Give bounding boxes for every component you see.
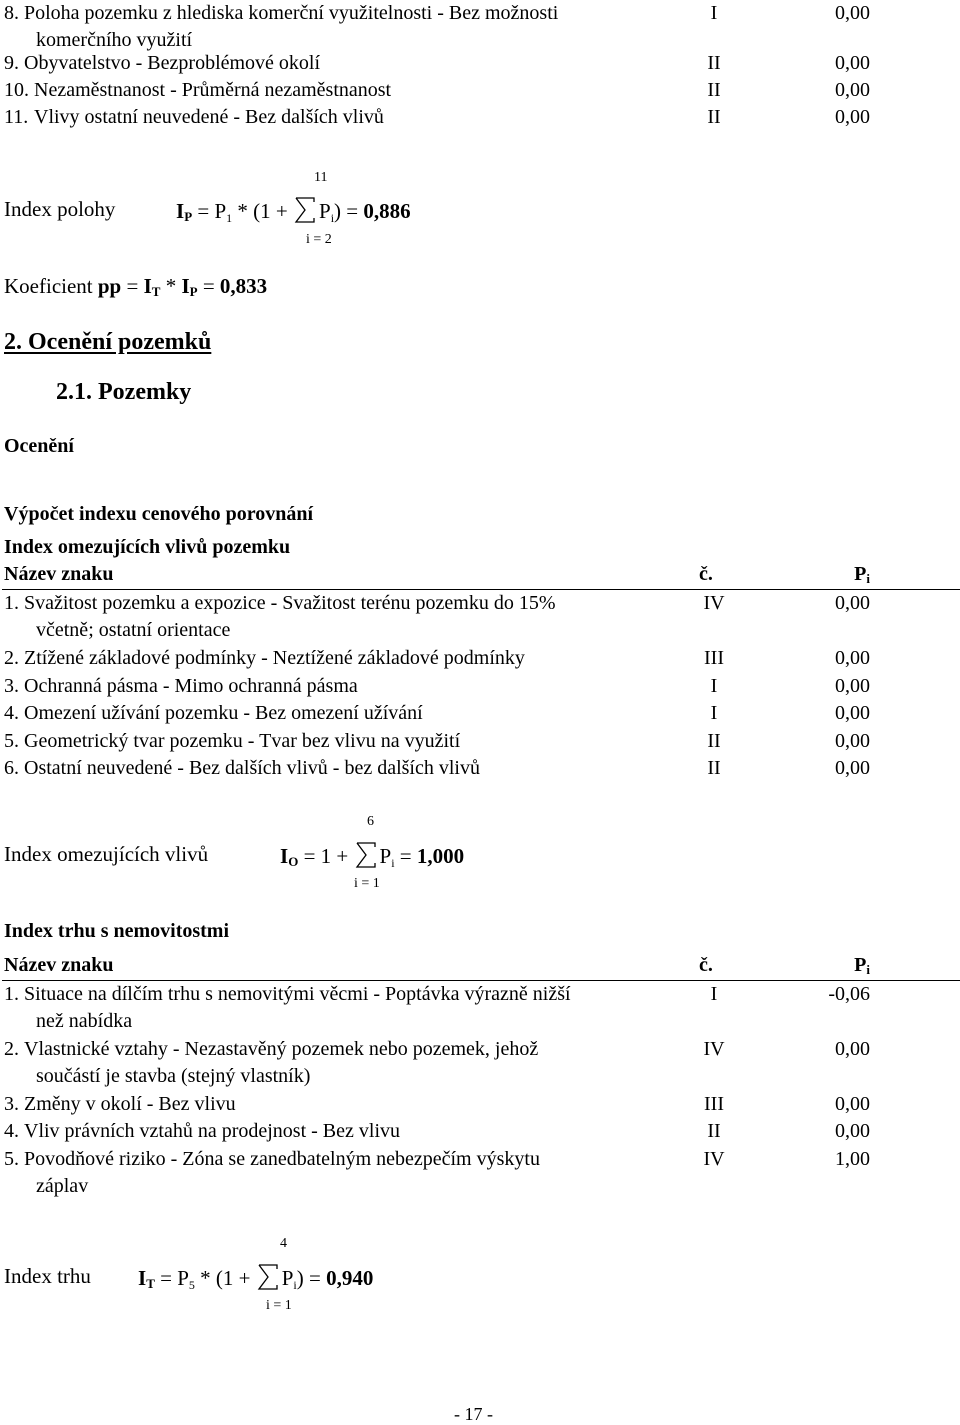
omezujici-formula-label: Index omezujících vlivů xyxy=(4,842,209,866)
header-p-sub: i xyxy=(866,571,870,586)
row-label: Vlivy ostatní neuvedené - Bez dalších vlivů xyxy=(34,106,384,128)
trh-row xyxy=(4,981,870,1032)
row-value: -0,06 xyxy=(828,983,870,1005)
formula-symbol-sub: T xyxy=(151,284,161,299)
formula-symbol-sub: T xyxy=(146,1276,155,1291)
section-title: 2. Ocenění pozemků xyxy=(4,329,212,355)
formula-result: 0,886 xyxy=(363,199,411,223)
formula-part: * xyxy=(160,274,182,298)
trh-title: Index trhu s nemovitostmi xyxy=(4,920,230,942)
row-value: 0,00 xyxy=(835,52,870,74)
row-number: 10. xyxy=(4,79,29,101)
row-number: 11. xyxy=(4,106,29,128)
omezujici-row xyxy=(4,755,870,782)
row-number: 1. xyxy=(4,592,19,614)
row-class: IV xyxy=(703,592,725,614)
header-name: Název znaku xyxy=(4,563,114,585)
formula-symbol-sub: P xyxy=(184,209,193,224)
row-value: 0,00 xyxy=(835,2,870,24)
row-value: 0,00 xyxy=(835,757,870,779)
formula-sub: 1 xyxy=(226,211,233,225)
row-label: Situace na dílčím trhu s nemovitými věcmi - Poptávka výrazně nižší xyxy=(24,983,571,1005)
row-label: Nezaměstnanost - Průměrná nezaměstnanost xyxy=(34,79,392,101)
formula-part: ) = xyxy=(334,199,364,223)
header-p-label: P xyxy=(854,563,867,585)
row-value: 0,00 xyxy=(835,647,870,669)
row-value: 0,00 xyxy=(835,675,870,697)
formula-part: * (1 + xyxy=(194,1266,256,1290)
formula-symbol: I xyxy=(181,274,190,298)
header-c: č. xyxy=(699,563,713,585)
formula-result: 1,000 xyxy=(416,844,465,868)
trh-row xyxy=(4,1036,870,1087)
row-number: 4. xyxy=(4,702,19,724)
row-class: II xyxy=(707,79,721,101)
header-name: Název znaku xyxy=(4,954,114,976)
formula-part: P xyxy=(281,1266,294,1290)
row-number: 9. xyxy=(4,52,19,74)
top-row-10 xyxy=(4,77,870,104)
row-label-continued: včetně; ostatní orientace xyxy=(36,619,231,641)
omezujici-header xyxy=(4,561,870,588)
trh-row xyxy=(4,1091,870,1118)
row-label: Svažitost pozemku a expozice - Svažitost terénu pozemku do 15% xyxy=(24,592,556,614)
row-label: Ochranná pásma - Mimo ochranná pásma xyxy=(24,675,358,697)
row-class: III xyxy=(704,647,724,669)
formula-part: = 1 + xyxy=(298,844,354,868)
row-number: 2. xyxy=(4,647,19,669)
formula-symbol-sub: P xyxy=(189,284,198,299)
row-value: 0,00 xyxy=(835,79,870,101)
row-label: Změny v okolí - Bez vlivu xyxy=(24,1093,236,1115)
omezujici-row xyxy=(4,673,870,700)
formula-part: = P xyxy=(154,1266,189,1290)
row-value: 0,00 xyxy=(835,1093,870,1115)
row-number: 3. xyxy=(4,675,19,697)
row-label: Ztížené základové podmínky - Neztížené základové podmínky xyxy=(24,647,525,669)
sigma-icon xyxy=(256,1263,282,1291)
row-label-continued: záplav xyxy=(36,1175,89,1197)
formula-sub: 5 xyxy=(188,1278,195,1292)
row-value: 0,00 xyxy=(835,1120,870,1142)
row-number: 1. xyxy=(4,983,19,1005)
row-class: I xyxy=(710,983,718,1005)
row-number: 3. xyxy=(4,1093,19,1115)
formula-result: 0,940 xyxy=(326,1266,374,1290)
formula-part: P xyxy=(379,844,392,868)
formula-part: ) = xyxy=(296,1266,327,1290)
row-label: Omezení užívání pozemku - Bez omezení užívání xyxy=(24,702,423,724)
row-label: Povodňové riziko - Zóna se zanedbatelným nebezpečím výskytu xyxy=(24,1148,540,1170)
row-number: 5. xyxy=(4,1148,19,1170)
formula-sub: i xyxy=(293,1278,297,1292)
row-value: 0,00 xyxy=(835,730,870,752)
omezujici-row xyxy=(4,728,870,755)
koeficient-line xyxy=(4,273,267,305)
row-number: 4. xyxy=(4,1120,19,1142)
row-number: 8. xyxy=(4,2,19,24)
sum-lower-limit: i = 1 xyxy=(266,1298,292,1313)
formula-part: = P xyxy=(192,199,227,223)
trh-row xyxy=(4,1118,870,1145)
formula-symbol: I xyxy=(176,199,185,223)
row-class: I xyxy=(710,2,718,24)
row-label: Ostatní neuvedené - Bez dalších vlivů - bez dalších vlivů xyxy=(24,757,480,779)
row-class: II xyxy=(707,106,721,128)
row-class: I xyxy=(710,675,718,697)
formula-part: = xyxy=(197,274,220,298)
formula-part: * (1 + xyxy=(232,199,294,223)
sum-upper-limit: 4 xyxy=(280,1236,287,1251)
sum-upper-limit: 11 xyxy=(314,170,328,185)
sum-lower-limit: i = 1 xyxy=(354,876,380,891)
formula-sub: i xyxy=(330,211,335,225)
omezujici-row xyxy=(4,645,870,672)
top-row-8 xyxy=(4,0,870,51)
row-label: Vliv právních vztahů na prodejnost - Bez vlivu xyxy=(24,1120,401,1142)
row-class: IV xyxy=(703,1038,725,1060)
koeficient-label: Koeficient xyxy=(4,274,98,298)
formula-symbol: I xyxy=(143,274,152,298)
vypocet-title: Výpočet indexu cenového porovnání xyxy=(4,503,314,525)
page-number: - 17 - xyxy=(454,1404,493,1424)
formula-part: = xyxy=(121,274,144,298)
sigma-icon xyxy=(354,841,380,869)
row-class: III xyxy=(704,1093,724,1115)
sum-lower-limit: i = 2 xyxy=(306,232,332,247)
formula-part: P xyxy=(319,199,331,223)
row-label: Geometrický tvar pozemku - Tvar bez vlivu na využití xyxy=(24,730,461,752)
omezujici-row xyxy=(4,700,870,727)
trh-header xyxy=(4,952,870,979)
koeficient-pp: pp xyxy=(97,274,122,298)
row-class: I xyxy=(710,702,718,724)
row-label: Poloha pozemku z hlediska komerční využitelnosti - Bez možnosti xyxy=(24,2,559,24)
row-value: 0,00 xyxy=(835,106,870,128)
row-label-continued: než nabídka xyxy=(36,1010,133,1032)
omezujici-formula xyxy=(280,841,464,877)
top-row-9 xyxy=(4,50,870,77)
row-class: II xyxy=(707,1120,721,1142)
trh-formula xyxy=(138,1263,373,1299)
subsection-title: 2.1. Pozemky xyxy=(56,379,192,405)
formula-sub: i xyxy=(391,856,395,870)
sum-upper-limit: 6 xyxy=(367,814,374,829)
oceneni-heading: Ocenění xyxy=(4,435,74,457)
row-class: II xyxy=(707,52,721,74)
trh-formula-label: Index trhu xyxy=(4,1264,91,1288)
omezujici-row xyxy=(4,590,870,641)
row-label: Vlastnické vztahy - Nezastavěný pozemek nebo pozemek, jehož xyxy=(24,1038,539,1060)
row-value: 1,00 xyxy=(835,1148,870,1170)
formula-result: 0,833 xyxy=(219,274,268,298)
sigma-icon xyxy=(293,196,319,224)
row-value: 0,00 xyxy=(835,1038,870,1060)
row-number: 5. xyxy=(4,730,19,752)
formula-symbol: I xyxy=(280,844,289,868)
formula-symbol-sub: O xyxy=(288,854,299,869)
omezujici-title: Index omezujících vlivů pozemku xyxy=(4,536,291,558)
formula-symbol: I xyxy=(138,1266,147,1290)
row-number: 2. xyxy=(4,1038,19,1060)
row-value: 0,00 xyxy=(835,702,870,724)
trh-row xyxy=(4,1146,870,1197)
row-class: II xyxy=(707,730,721,752)
row-label: Obyvatelstvo - Bezproblémové okolí xyxy=(24,52,321,74)
top-row-11 xyxy=(4,104,870,131)
header-p-label: P xyxy=(854,954,867,976)
header-p xyxy=(770,952,870,983)
row-value: 0,00 xyxy=(835,592,870,614)
row-number: 6. xyxy=(4,757,19,779)
row-label-continued: komerčního využití xyxy=(36,29,193,51)
row-class: II xyxy=(707,757,721,779)
header-p xyxy=(770,561,870,592)
index-polohy-label: Index polohy xyxy=(4,197,116,221)
index-polohy-formula xyxy=(176,196,411,232)
row-label-continued: součástí je stavba (stejný vlastník) xyxy=(36,1065,311,1087)
row-class: IV xyxy=(703,1148,725,1170)
header-c: č. xyxy=(699,954,713,976)
header-p-sub: i xyxy=(866,962,870,977)
formula-part: = xyxy=(394,844,417,868)
